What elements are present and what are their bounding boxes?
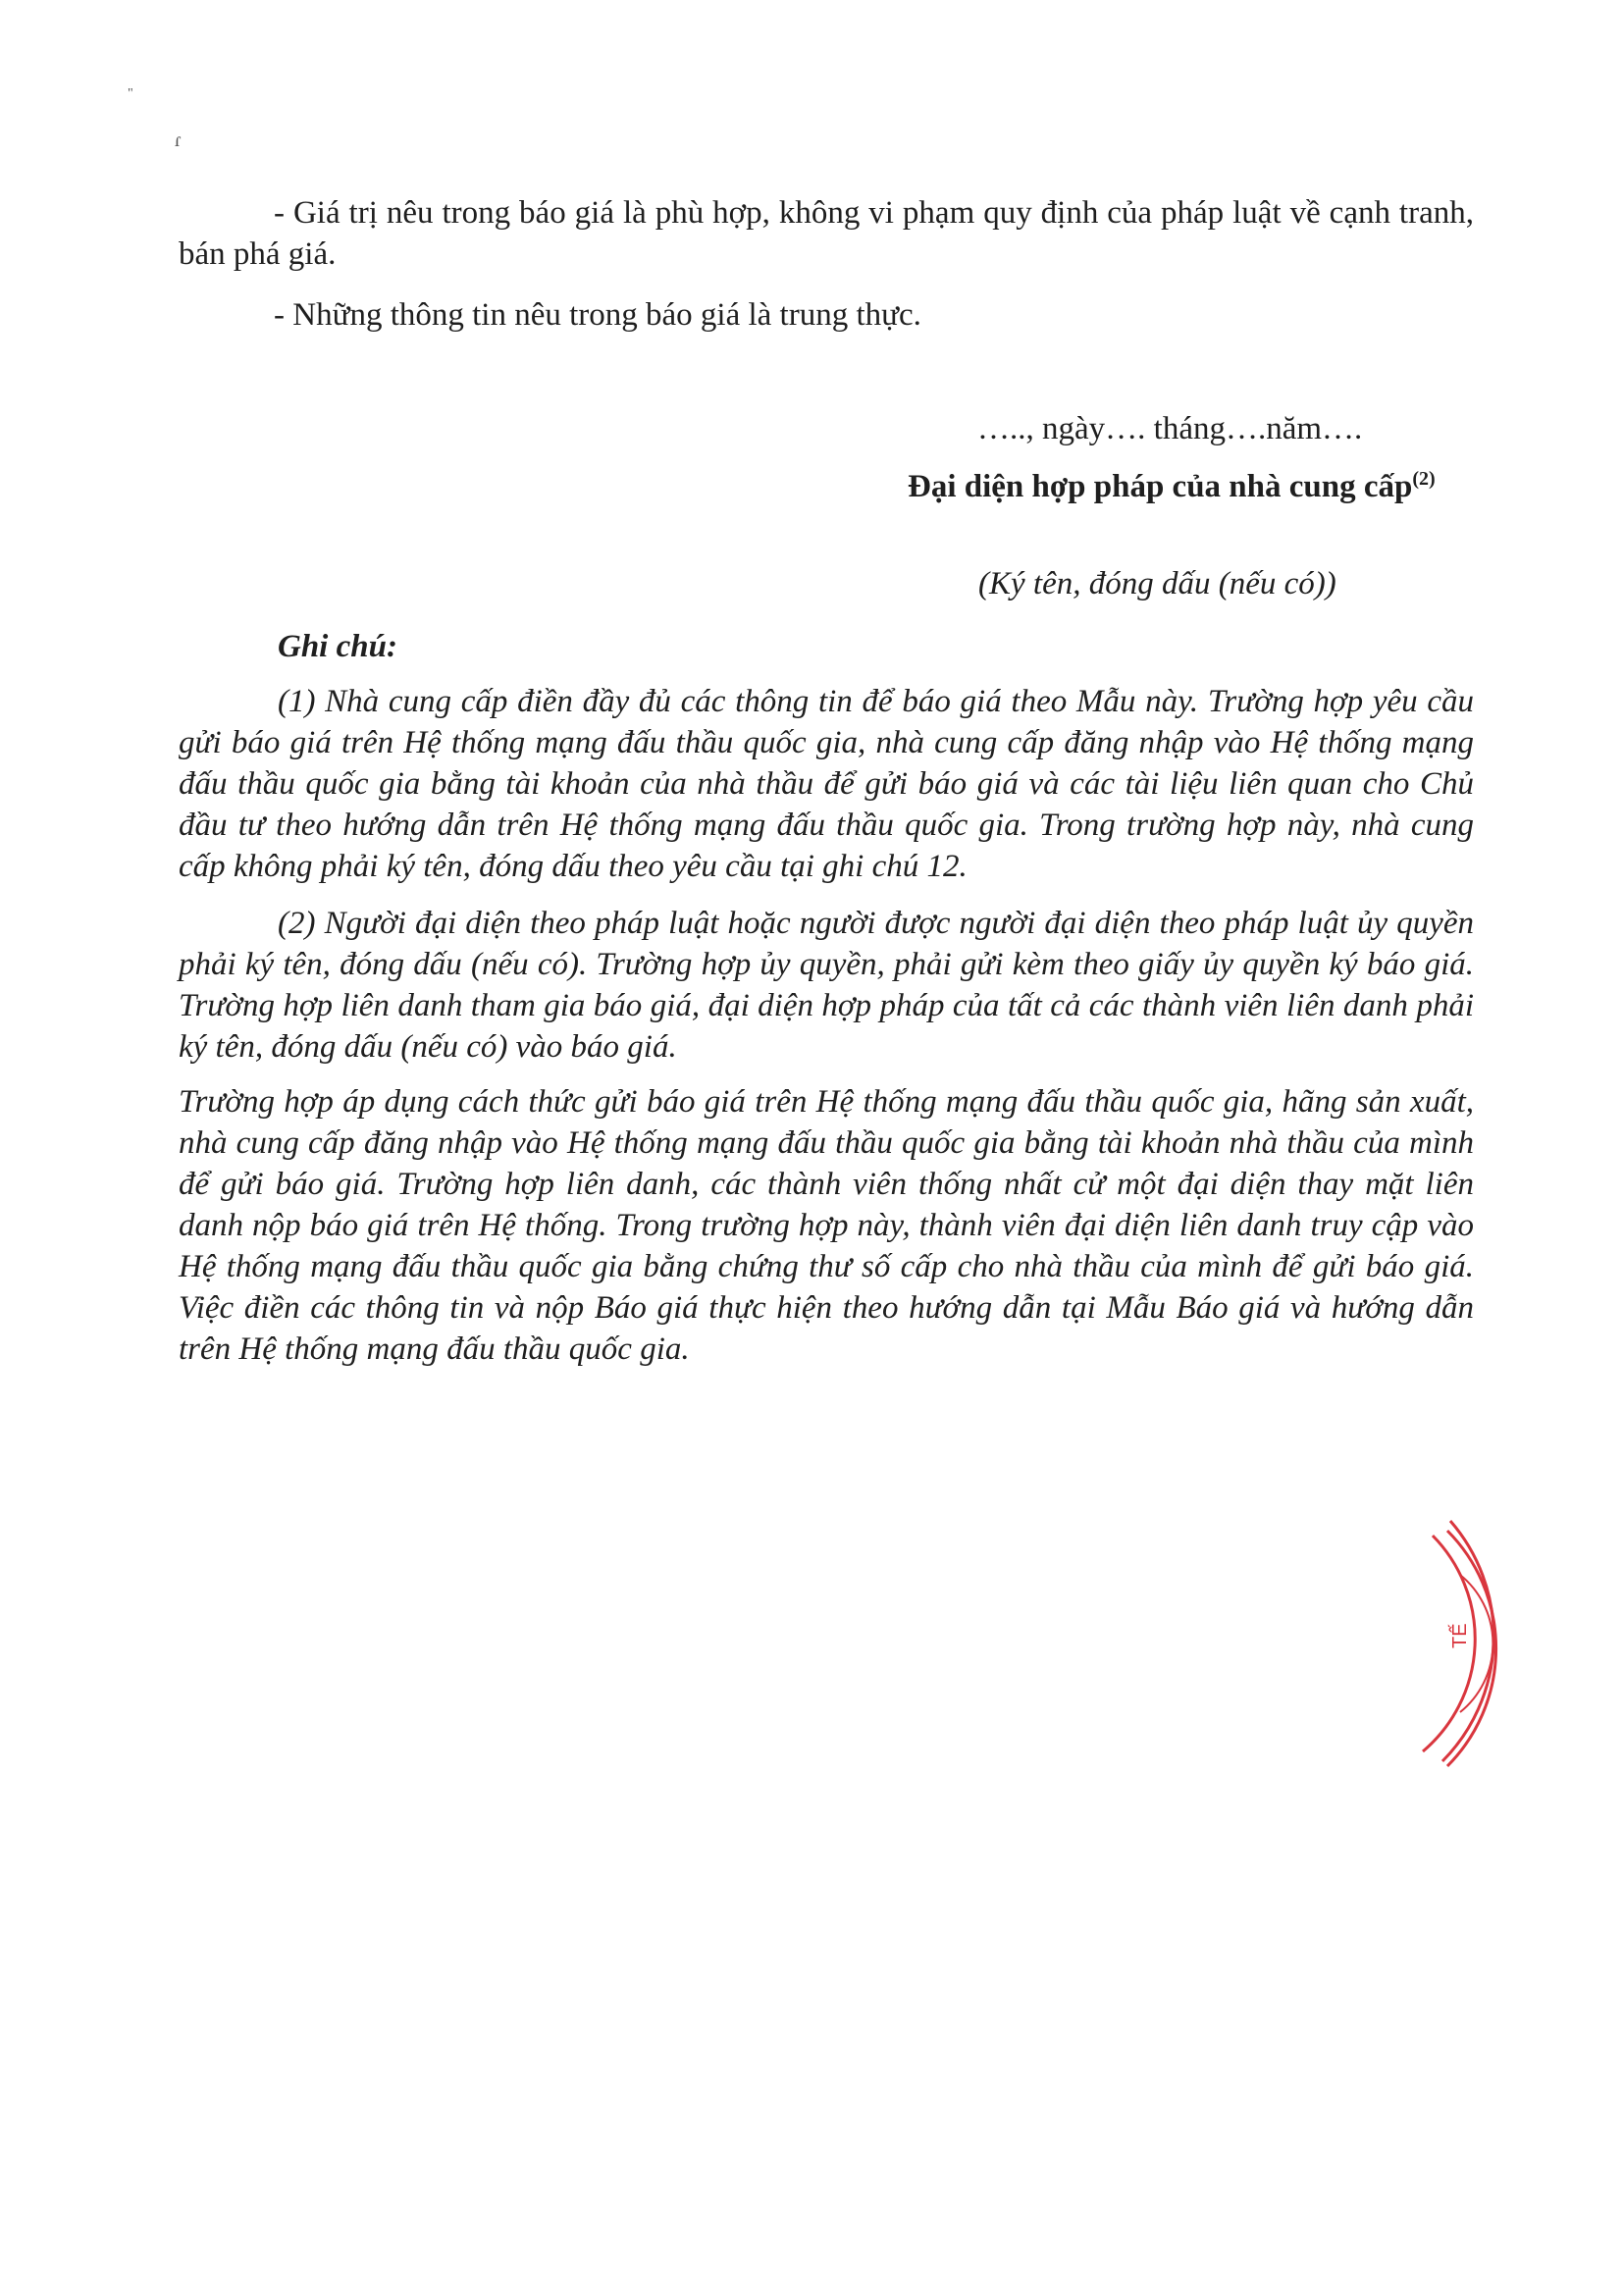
scan-mark: ɾ <box>175 130 182 151</box>
representative-heading <box>908 466 1436 507</box>
representative-label: Đại diện hợp pháp của nhà cung cấp <box>908 469 1413 504</box>
sign-instruction: (Ký tên, đóng dấu (nếu có)) <box>978 566 1336 601</box>
note-2: (2) Người đại diện theo pháp luật hoặc người được người đại diện theo pháp luật ủy quyền phải ký tên, đóng dấu (nếu có). Trường hợp ủy quyền, phải gửi kèm theo giấy ủy quyền ký báo giá. Trường hợp liên danh tham gia báo giá, đại diện hợp pháp của tất cả các thành viên liên danh phải ký tên, đóng dấu (nếu có) vào báo giá. <box>179 906 1474 1065</box>
note-1: (1) Nhà cung cấp điền đầy đủ các thông tin để báo giá theo Mẫu này. Trường hợp yêu cầu gửi báo giá trên Hệ thống mạng đấu thầu quốc gia, nhà cung cấp đăng nhập vào Hệ thống mạng đấu thầu quốc gia bằng tài khoản của nhà thầu để gửi báo giá và các tài liệu liên quan cho Chủ đầu tư theo hướng dẫn trên Hệ thống mạng đấu thầu quốc gia. Trong trường hợp này, nhà cung cấp không phải ký tên, đóng dấu theo yêu cầu tại ghi chú 12. <box>179 684 1474 884</box>
scan-mark: " <box>128 86 133 101</box>
notes-heading: Ghi chú: <box>278 629 397 664</box>
red-stamp-partial <box>1403 1516 1511 1771</box>
note-3: Trường hợp áp dụng cách thức gửi báo giá trên Hệ thống mạng đấu thầu quốc gia, hãng sản xuất, nhà cung cấp đăng nhập vào Hệ thống mạng đấu thầu quốc gia bằng tài khoản nhà thầu của mình để gửi báo giá. Trường hợp liên danh, các thành viên thống nhất cử một đại diện thay mặt liên danh nộp báo giá trên Hệ thống. Trong trường hợp này, thành viên đại diện liên danh truy cập vào Hệ thống mạng đấu thầu quốc gia bằng chứng thư số cấp cho nhà thầu của mình để gửi báo giá. Việc điền các thông tin và nộp Báo giá thực hiện theo hướng dẫn tại Mẫu Báo giá và hướng dẫn trên Hệ thống mạng đấu thầu quốc gia. <box>179 1084 1474 1367</box>
stamp-text: TẾ <box>1449 1623 1471 1648</box>
statement-truthful-info: - Những thông tin nêu trong báo giá là trung thực. <box>274 297 921 333</box>
footnote-ref: (2) <box>1412 468 1436 490</box>
statement-price-compliance: - Giá trị nêu trong báo giá là phù hợp, không vi phạm quy định của pháp luật về cạnh tranh, bán phá giá. <box>179 195 1474 272</box>
date-line: ….., ngày…. tháng….năm…. <box>977 411 1363 446</box>
